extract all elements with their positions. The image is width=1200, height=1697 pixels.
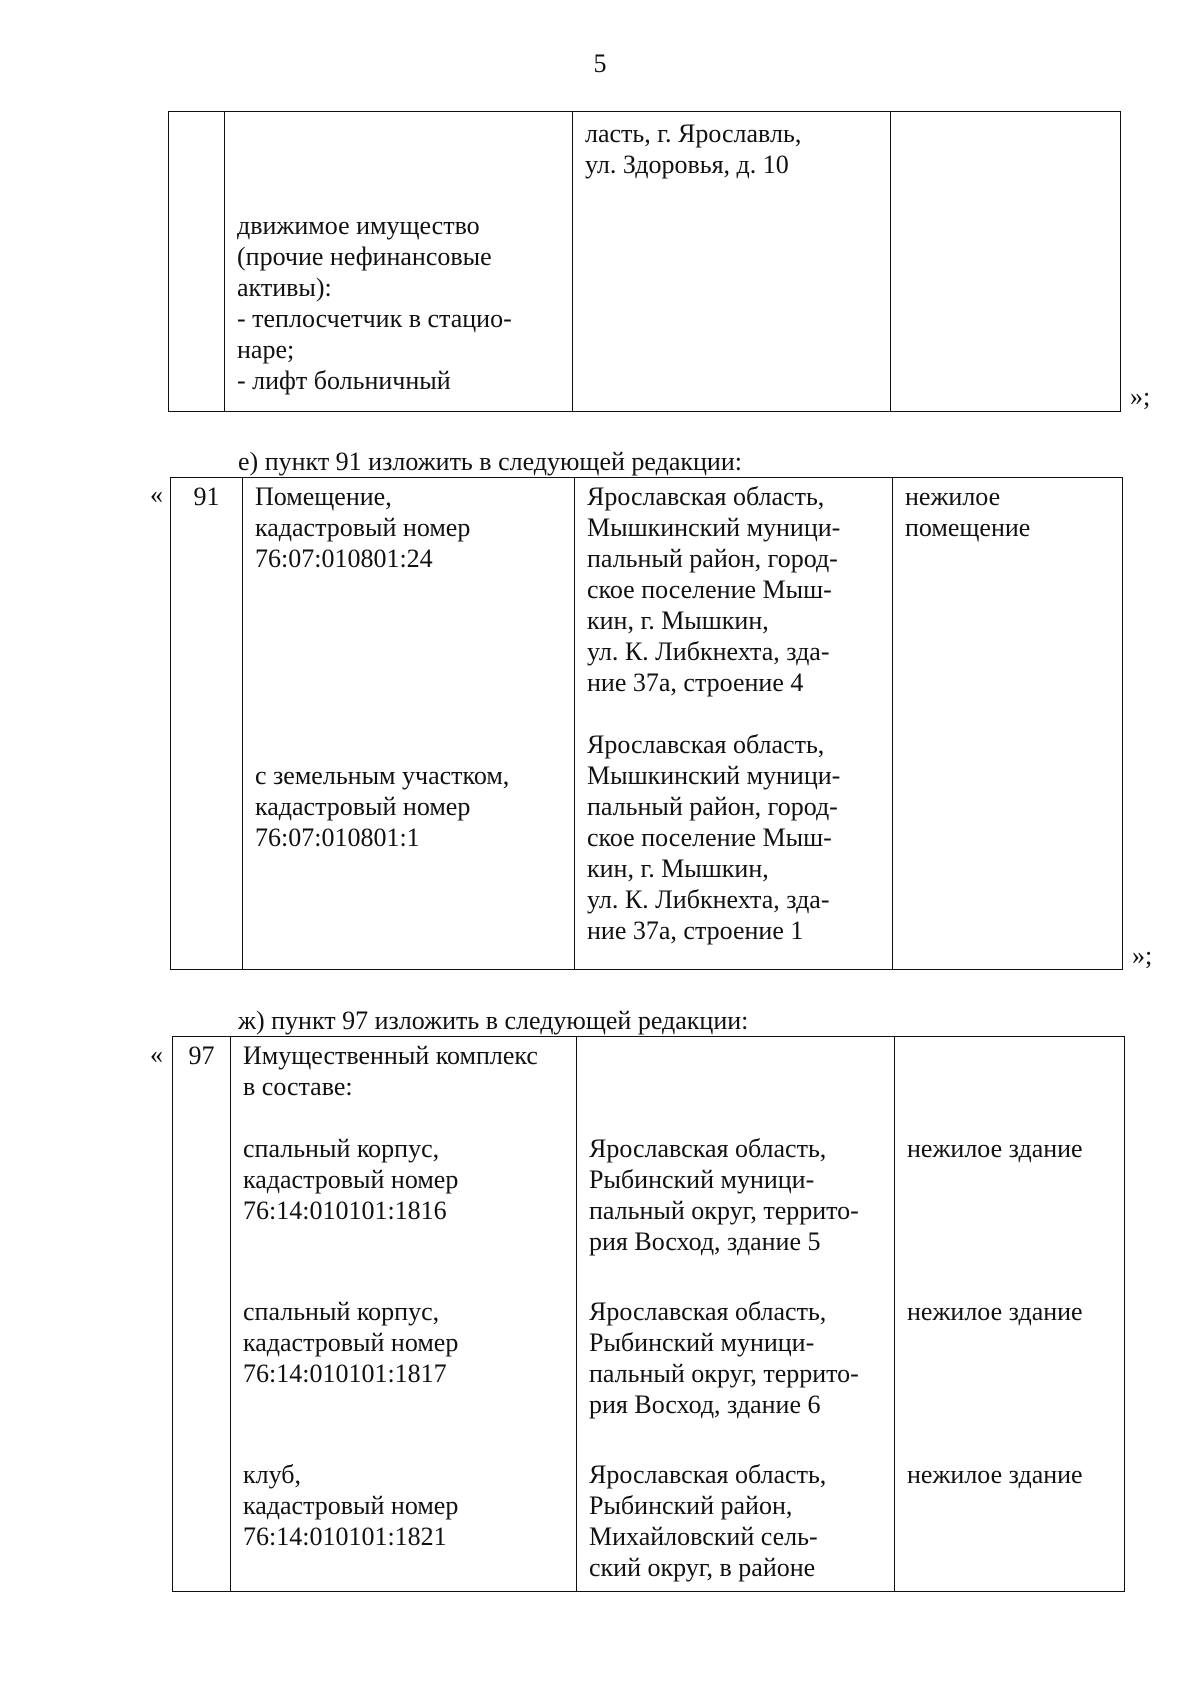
- cell-address: [577, 1037, 895, 1592]
- cell-address: [575, 478, 893, 970]
- table-item-97: [172, 1036, 1125, 1592]
- text-line: Имущественный комплекс: [243, 1041, 538, 1070]
- text-line: пальный район, город-: [587, 792, 838, 821]
- text-line: ское поселение Мыш-: [587, 575, 832, 604]
- text-line: в составе:: [243, 1072, 353, 1101]
- cell-num: 97: [173, 1037, 231, 1592]
- text-line: кадастровый номер: [243, 1328, 459, 1357]
- text-line: Ярославская область,: [589, 1297, 827, 1326]
- text-line: ласть, г. Ярославль,: [585, 119, 802, 148]
- table-row: [171, 478, 1123, 970]
- cell-name: [225, 112, 573, 412]
- cell-name: [231, 1037, 577, 1592]
- cell-name: [243, 478, 575, 970]
- table-item-91: [170, 477, 1123, 970]
- text-line: 76:14:010101:1821: [243, 1522, 447, 1551]
- text-line: Ярославская область,: [589, 1134, 827, 1163]
- text-line: ние 37а, строение 4: [587, 668, 804, 697]
- text-line: ул. К. Либкнехта, зда-: [587, 637, 830, 666]
- text-line: Ярославская область,: [587, 730, 825, 759]
- text-line: спальный корпус,: [243, 1297, 440, 1326]
- text-line: Ярославская область,: [587, 482, 825, 511]
- text-line: движимое имущество: [237, 211, 480, 240]
- text-line: клуб,: [243, 1460, 301, 1489]
- text-line: ул. Здоровья, д. 10: [585, 150, 789, 179]
- text-line: пальный район, город-: [587, 544, 838, 573]
- text-line: кадастровый номер: [243, 1491, 459, 1520]
- text-line: ул. К. Либкнехта, зда-: [587, 885, 830, 914]
- text-line: Михайловский сель-: [589, 1522, 818, 1551]
- open-quote: «: [150, 1040, 163, 1069]
- text-line: 76:14:010101:1817: [243, 1359, 447, 1388]
- section-e-intro: е) пункт 91 изложить в следующей редакции:: [238, 447, 742, 476]
- text-line: 76:14:010101:1816: [243, 1196, 447, 1225]
- text-line: Мышкинский муници-: [587, 513, 841, 542]
- close-quote: »;: [1132, 941, 1153, 970]
- type-value: нежилое здание: [907, 1297, 1083, 1326]
- table-row: [169, 112, 1121, 412]
- cell-num: [169, 112, 225, 412]
- text-line: - лифт больничный: [237, 366, 451, 395]
- text-line: 76:07:010801:1: [255, 823, 420, 852]
- text-line: Рыбинский район,: [589, 1491, 793, 1520]
- type-value: нежилое здание: [907, 1460, 1083, 1489]
- text-line: наре;: [237, 335, 295, 364]
- text-line: ние 37а, строение 1: [587, 916, 804, 945]
- text-line: спальный корпус,: [243, 1134, 440, 1163]
- cell-type: [891, 112, 1121, 412]
- text-line: рия Восход, здание 5: [589, 1227, 821, 1256]
- cell-address: [573, 112, 891, 412]
- text-line: активы):: [237, 273, 332, 302]
- text-line: Рыбинский муници-: [589, 1165, 815, 1194]
- close-quote: »;: [1130, 382, 1151, 411]
- table-row: [173, 1037, 1125, 1592]
- text-line: (прочие нефинансовые: [237, 242, 492, 271]
- text-line: Ярославская область,: [589, 1460, 827, 1489]
- text-line: ское поселение Мыш-: [587, 823, 832, 852]
- text-line: кадастровый номер: [255, 792, 471, 821]
- text-line: с земельным участком,: [255, 761, 510, 790]
- text-line: кин, г. Мышкин,: [587, 854, 769, 883]
- text-line: нежилое: [905, 482, 1001, 511]
- text-line: пальный округ, террито-: [589, 1196, 859, 1225]
- text-line: кадастровый номер: [255, 513, 471, 542]
- text-line: кадастровый номер: [243, 1165, 459, 1194]
- text-line: 76:07:010801:24: [255, 544, 433, 573]
- text-line: - теплосчетчик в стацио-: [237, 304, 512, 333]
- cell-type: [893, 478, 1123, 970]
- text-line: ский округ, в районе: [589, 1553, 816, 1582]
- text-line: кин, г. Мышкин,: [587, 606, 769, 635]
- section-zh-intro: ж) пункт 97 изложить в следующей редакции:: [238, 1006, 749, 1035]
- text-line: Рыбинский муници-: [589, 1328, 815, 1357]
- text-line: Мышкинский муници-: [587, 761, 841, 790]
- text-line: пальный округ, террито-: [589, 1359, 859, 1388]
- type-value: нежилое здание: [907, 1134, 1083, 1163]
- text-line: рия Восход, здание 6: [589, 1390, 821, 1419]
- text-line: Помещение,: [255, 482, 392, 511]
- open-quote: «: [150, 480, 163, 509]
- page-number: 5: [593, 49, 607, 78]
- table-continuation: [168, 111, 1121, 412]
- cell-type: [895, 1037, 1125, 1592]
- text-line: помещение: [905, 513, 1031, 542]
- cell-num: 91: [171, 478, 243, 970]
